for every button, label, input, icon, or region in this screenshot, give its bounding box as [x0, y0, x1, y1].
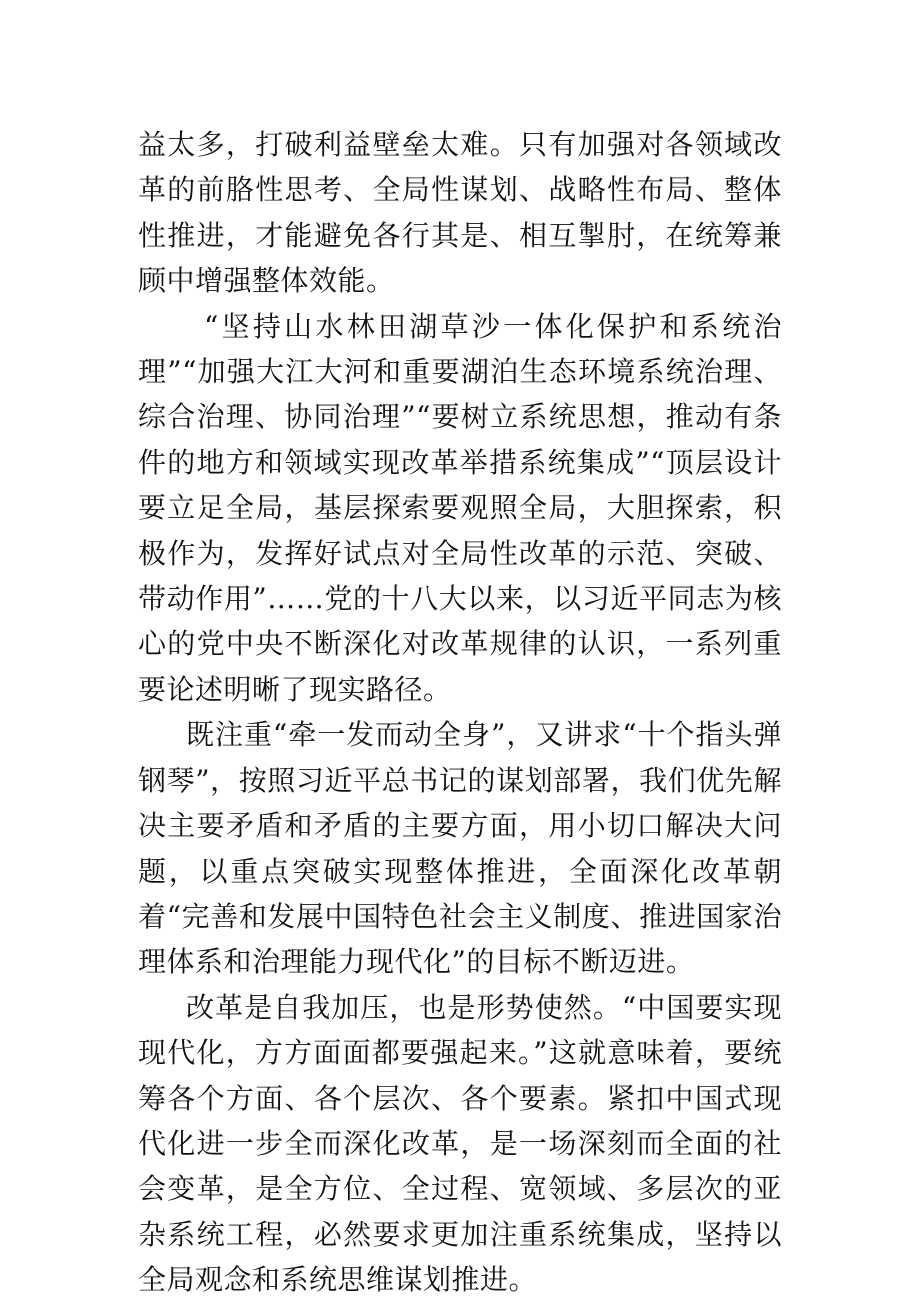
paragraph-3: 既注重“牵一发而动全身”，又讲求“十个指头弹钢琴”，按照习近平总书记的谋划部署，我们优先解决主要矛盾和矛盾的主要方面，用小切口解决大问题，以重点突破实现整体推进，全面深化改革朝着“完善和发展中国特色社会主义制度、推进国家治理体系和治理能力现代化”的目标不断迈进。 — [138, 718, 782, 979]
paragraph-2: “坚持山水林田湖草沙一体化保护和系统治理”“加强大江大河和重要湖泊生态环境系统治理、综合治理、协同治理”“要树立系统思想，推动有条件的地方和领域实现改革举措系统集成”“顶层设计要立足全局，基层探索要观照全局，大胆探索，积极作为，发挥好试点对全局性改革的示范、突破、带动作用”……党的十八大以来，以习近平同志为核心的党中央不断深化对改革规律的认识，一系列重要论述明晰了现实路径。 — [138, 309, 782, 706]
body-text — [138, 122, 782, 1303]
paragraph-1: 益太多，打破利益壁垒太难。只有加强对各领域改革的前胳性思考、全局性谋划、战略性布局、整体性推进，才能避免各行其是、相互掣肘，在统筹兼顾中增强整体效能。 — [138, 128, 782, 298]
paragraph-4: 改革是自我加压，也是形势使然。“中国要实现现代化，方方面面都要强起来。”这就意味着，要统筹各个方面、各个层次、各个要素。紧扣中国式现代化进一步全而深化改革，是一场深刻而全面的社会变革，是全方位、全过程、宽领域、多层次的亚杂系统工程，必然要求更加注重系统集成，坚持以全局观念和系统思维谋划推进。 — [138, 990, 782, 1297]
